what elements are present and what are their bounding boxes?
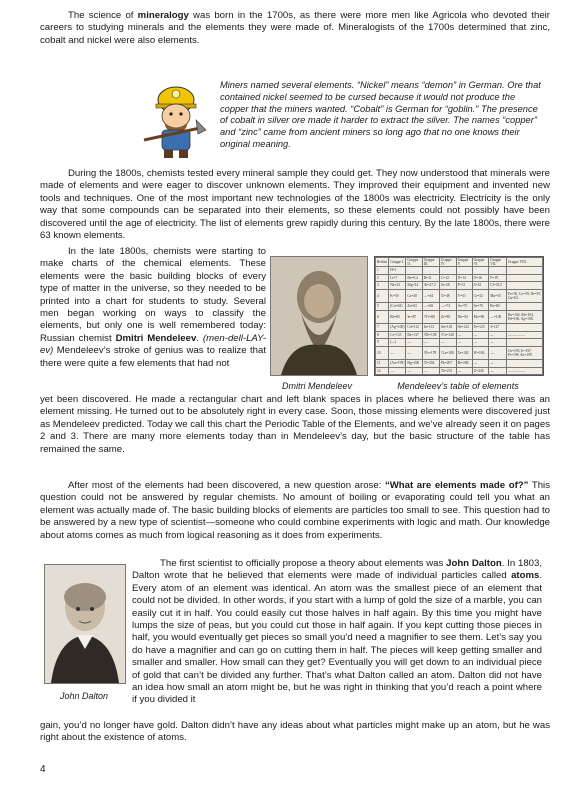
table-cell: C=12 — [439, 274, 456, 282]
table-cell: B=11 — [422, 274, 439, 282]
table-cell: Cs=133 — [389, 331, 406, 339]
table-cell: 7 — [376, 324, 389, 332]
table-cell: 4 — [376, 289, 389, 303]
table-cell: W=184 — [472, 346, 489, 360]
table-header-cell: Gruppe IV. — [439, 258, 456, 267]
table-cell: (Au=199) — [390, 361, 405, 366]
table-cell: Os=195, Ir=197, Pt=198, Au=199. — [506, 346, 542, 360]
paragraph-what-are-elements — [40, 480, 550, 542]
table-cell: —=44 — [422, 289, 439, 303]
table-header-cell: Reihen — [376, 258, 389, 267]
text: gain, you’d no longer have gold. Dalton didn’t have any ideas about what particles might make up an atom, but he was right about the existence of atoms. — [40, 720, 550, 744]
table-cell: Br=80 — [489, 303, 507, 311]
table-cell: ?La=180 — [439, 346, 456, 360]
table-cell: Ta=182 — [456, 346, 472, 360]
table-cell: Sb=122 — [456, 324, 472, 332]
name-dalton: John Dalton — [446, 558, 502, 569]
table-cell: S=32 — [472, 282, 489, 290]
text: Mendeleev’s stroke of genius was to realize that there were quite a few elements that had not — [40, 345, 266, 369]
table-cell: —=68 — [422, 303, 439, 311]
table-cell: Ru=104, Rh=104, Pd=106, Ag=108. — [506, 310, 542, 324]
paragraph-mendeleev-continued — [40, 394, 550, 456]
table-cell: Al=27,3 — [422, 282, 439, 290]
table-cell: Cl=35,5 — [489, 282, 507, 290]
table-row — [376, 367, 543, 375]
paragraph-dalton-continued — [40, 720, 550, 745]
table-cell: F=19 — [489, 274, 507, 282]
table-body — [376, 267, 543, 375]
table-cell: — — [489, 360, 507, 368]
table-header-cell: Gruppe I. — [389, 258, 406, 267]
mendeleev-table — [375, 257, 543, 375]
table-row — [376, 267, 543, 275]
paragraph-mendeleev — [40, 246, 266, 370]
table-cell: — — [489, 367, 507, 375]
table-cell: 10 — [376, 346, 389, 360]
page-number: 4 — [40, 764, 46, 775]
table-cell: Li=7 — [389, 274, 406, 282]
table-cell: N=14 — [456, 274, 472, 282]
table-header-row — [376, 258, 543, 267]
table-cell: H=1 — [389, 267, 406, 275]
table-header-cell: Gruppe II. — [406, 258, 422, 267]
table-cell: Th=231 — [439, 367, 456, 375]
table-cell: 2 — [376, 274, 389, 282]
table-row — [376, 360, 543, 368]
table-cell — [489, 267, 507, 275]
text: was born in the 1700s, as there were more men like Agricola who devoted their careers to studying minerals and the elements they were made of. Mineralogists of the 1700s determined that zinc, cobalt and nickel were also elements. — [40, 10, 550, 46]
table-cell: — — — — — [506, 331, 542, 339]
table-cell: — — [456, 331, 472, 339]
miner-cartoon-icon — [140, 80, 212, 160]
question-elements: “What are elements made of?” — [384, 480, 529, 491]
table-cell: Sn=118 — [439, 324, 456, 332]
mendeleev-table-image — [374, 256, 544, 376]
name-mendeleev: Dmitri Mendeleev — [115, 332, 197, 344]
table-cell: 3 — [376, 282, 389, 290]
table-header-cell: Gruppe V. — [456, 258, 472, 267]
table-cell: — — [422, 367, 439, 375]
table-cell: ?Di=138 — [422, 331, 439, 339]
table-cell: (Ag=108) — [390, 325, 405, 330]
table-row — [376, 289, 543, 303]
table-cell: ?Ce=140 — [439, 331, 456, 339]
table-cell: O=16 — [472, 274, 489, 282]
table-header-cell: Gruppe VIII. — [506, 258, 542, 267]
table-cell: — — [389, 346, 406, 360]
paragraph-mineralogy — [40, 10, 550, 47]
text: This question could not be answered by regular chemists. No amount of boiling or evaporating could tell you what an element was actually made of. The basic building blocks of elements are particles too small to see. This question had to be answered by a new type of scientist—someone who could combine experiments with logic and math. Our knowledge about atoms comes as much from logical reasoning as it does from experiments. — [40, 480, 550, 541]
table-cell: —=100 — [489, 310, 507, 324]
text: During the 1800s, chemists tested every mineral sample they could get. They now understood that minerals were made of elements and were eager to discover unknown elements. They improved their equipment and invented new tools and techniques. One of the most important new technologies of the 1800s was electricity. Electricity is the only way that some compounds can be separated into their elements, so these elements could not possibly have been discovered until the age of electricity. The list of elements grew rapidly during this century. By the late 1800s, there were 63 known elements. — [40, 168, 550, 242]
table-cell: 9 — [376, 339, 389, 347]
table-cell: Zn=65 — [406, 303, 422, 311]
caption-mendeleev: Dmitri Mendeleev — [281, 381, 353, 391]
dalton-portrait — [44, 564, 126, 684]
table-cell: Se=78 — [472, 303, 489, 311]
text: yet been discovered. He made a rectangular chart and left blank spaces in places where he believed there was an element missing. He turned out to be absolutely right in every case. Soon, those missing elements were discovered just as Mendeleev predicted. Today we call this chart the Periodic Table of the Elements, and we’ve already seen it on pages 2 and 3. There are many more elements today than in Mendeleev’s day, but the basic structure of the table has remained the same. — [40, 394, 551, 455]
table-row — [376, 324, 543, 332]
table-header-cell: Gruppe VII. — [489, 258, 507, 267]
table-cell: Na=23 — [389, 282, 406, 290]
table-cell: — — [489, 346, 507, 360]
table-cell: Cd=112 — [406, 324, 422, 332]
text: . Every atom of an element was identical. An atom was the smallest piece of an element that could not be divided. In other words, if you start with a lump of gold the size of a marble, you can easily cut it in half. You could easily cut those halves in half again. By this time you might have lumps the size of peas, but you could cut those in half again. If you kept cutting those pieces in half, you would eventually get pieces so small you’d need a magnifier to see them. Let’s say you do have a magnifier and can go on cutting them in half. The pieces will keep getting smaller and smaller and smaller. How small can they get? Eventually you will get down to an individual piece of gold that can’t be divided any further. That’s what Dalton called an atom. Dalton did not have an idea how small an atom might be, but he was right in thinking that you’d reach a point where if you divided it — [132, 570, 542, 706]
table-cell: V=51 — [456, 289, 472, 303]
table-cell: In=113 — [422, 324, 439, 332]
text: . In 1803, Dalton wrote that he believed that elements were made of individual particles called — [132, 558, 542, 582]
table-cell: —=72 — [439, 303, 456, 311]
table-cell: U=240 — [472, 367, 489, 375]
caption-dalton: John Dalton — [59, 691, 109, 701]
text: In the late 1800s, chemists were starting to make charts of the chemical elements. These elements were the basic building blocks of every type of matter in the universe, so they needed to be printed into a chart for students to study. Several men began working on ways to classify the elements, but only one is well remembered today: Russian chemist — [40, 246, 266, 344]
table-cell — [439, 267, 456, 275]
table-cell: Si=28 — [439, 282, 456, 290]
table-cell: Hg=200 — [406, 360, 422, 368]
paragraph-1800s — [40, 168, 550, 242]
table-cell: — — [472, 339, 489, 347]
table-cell: — — — — — [506, 367, 542, 375]
term-mineralogy: mineralogy — [137, 10, 189, 21]
table-cell: K=39 — [389, 289, 406, 303]
aside-miner-names — [220, 80, 542, 151]
aside-text: Miners named several elements. “Nickel” means “demon” in German. Ore that contained nickel seemed to be cursed because it would not produce the copper that the miners wanted. “Cobalt” is German for “goblin.” The presence of cobalt in silver ore made it harder to extract the silver. The names “copper” and “zinc” came from ancient miners so long ago that no one knows their original meaning. — [220, 80, 541, 149]
table-cell: — — [489, 339, 507, 347]
text: The science of — [68, 10, 138, 21]
table-cell: — — [406, 339, 422, 347]
table-cell: 11 — [376, 360, 389, 368]
table-header-cell: Gruppe III. — [422, 258, 439, 267]
table-cell: As=75 — [456, 303, 472, 311]
table-cell: Ba=137 — [406, 331, 422, 339]
text: After most of the elements had been discovered, a new question arose: — [68, 480, 385, 491]
table-cell: Ti=48 — [439, 289, 456, 303]
text: . — [196, 332, 203, 344]
table-cell: J=127 — [489, 324, 507, 332]
table-cell — [506, 360, 542, 368]
table-row — [376, 282, 543, 290]
table-cell: — — [389, 367, 406, 375]
table-row — [376, 274, 543, 282]
caption-table: Mendeleev’s table of elements — [397, 381, 519, 391]
table-cell: — — [406, 346, 422, 360]
table-cell: Te=125 — [472, 324, 489, 332]
table-cell: Mg=24 — [406, 282, 422, 290]
table-cell: Mo=96 — [472, 310, 489, 324]
table-cell: — — [456, 367, 472, 375]
table-row — [376, 310, 543, 324]
table-cell — [422, 267, 439, 275]
mendeleev-portrait — [270, 256, 368, 376]
table-cell — [506, 324, 542, 332]
table-cell: — — [406, 367, 422, 375]
table-cell: Mn=55 — [489, 289, 507, 303]
table-header-cell: Gruppe VI. — [472, 258, 489, 267]
table-cell: P=31 — [456, 282, 472, 290]
table-cell — [506, 274, 542, 282]
table-cell: — — [472, 360, 489, 368]
table-cell: Rb=85 — [389, 310, 406, 324]
table-cell: — — [456, 339, 472, 347]
table-row — [376, 346, 543, 360]
table-cell: Fe=56, Co=59, Ni=59, Cu=63. — [506, 289, 542, 303]
table-cell — [472, 267, 489, 275]
table-cell: 5 — [376, 303, 389, 311]
table-cell: Bi=208 — [456, 360, 472, 368]
table-row — [376, 331, 543, 339]
table-cell: Cr=52 — [472, 289, 489, 303]
table-cell — [456, 267, 472, 275]
table-cell: 12 — [376, 367, 389, 375]
paragraph-dalton — [132, 558, 542, 707]
text: The first scientist to officially propose a theory about elements was — [160, 558, 447, 569]
table-cell: — — [422, 339, 439, 347]
table-cell: — — [472, 331, 489, 339]
table-cell — [506, 303, 542, 311]
table-cell: Nb=94 — [456, 310, 472, 324]
table-row — [376, 339, 543, 347]
term-atoms: atoms — [511, 570, 540, 582]
pronunciation: (men-dell-LAY-ev) — [40, 332, 266, 357]
table-cell: (—) — [389, 339, 406, 347]
table-cell — [506, 267, 542, 275]
table-cell — [506, 282, 542, 290]
table-cell: Tl=204 — [422, 360, 439, 368]
table-cell — [406, 267, 422, 275]
table-cell: 1 — [376, 267, 389, 275]
table-cell: Sr=87 — [406, 310, 422, 324]
table-cell: Zr=90 — [439, 310, 456, 324]
table-row — [376, 303, 543, 311]
table-cell: 8 — [376, 331, 389, 339]
table-cell — [506, 339, 542, 347]
table-cell: ?Er=178 — [422, 346, 439, 360]
table-cell: 6 — [376, 310, 389, 324]
table-cell: ?Yt=88 — [422, 310, 439, 324]
table-cell: Ca=40 — [406, 289, 422, 303]
table-cell: Pb=207 — [439, 360, 456, 368]
table-cell: (Cu=63) — [389, 303, 406, 311]
table-cell: Be=9,4 — [406, 274, 422, 282]
table-cell: — — [439, 339, 456, 347]
table-cell: — — [489, 331, 507, 339]
